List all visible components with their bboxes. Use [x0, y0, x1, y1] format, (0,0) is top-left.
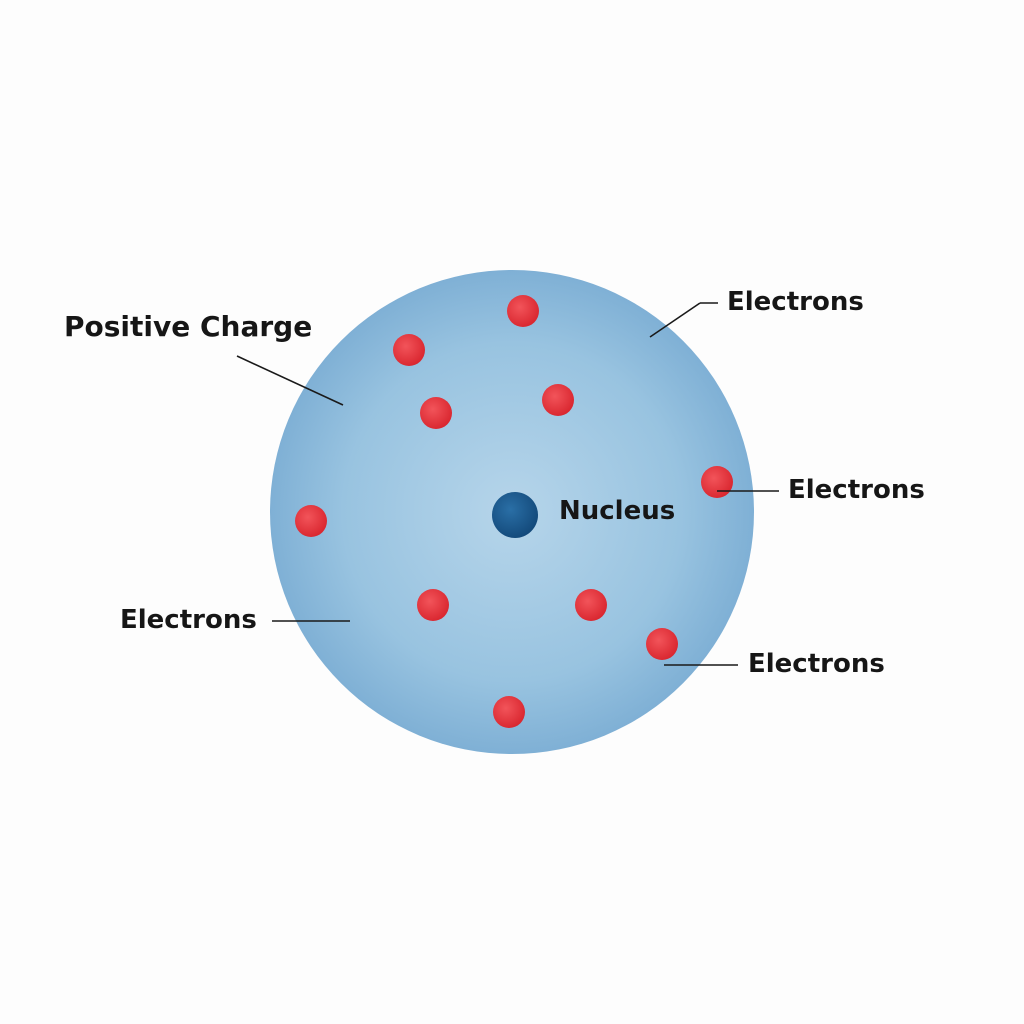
electron	[295, 505, 327, 537]
electron	[393, 334, 425, 366]
nucleus-label: Nucleus	[559, 496, 676, 526]
electron	[417, 589, 449, 621]
electron	[646, 628, 678, 660]
electrons-label-left: Electrons	[120, 605, 257, 635]
electrons-label-top-right: Electrons	[727, 287, 864, 317]
positive-charge-label: Positive Charge	[64, 310, 313, 343]
electron	[420, 397, 452, 429]
electron	[493, 696, 525, 728]
electron	[575, 589, 607, 621]
electron	[701, 466, 733, 498]
nucleus	[492, 492, 538, 538]
electrons-label-right: Electrons	[788, 475, 925, 505]
electrons-label-bottom-right: Electrons	[748, 649, 885, 679]
electron	[507, 295, 539, 327]
electron	[542, 384, 574, 416]
